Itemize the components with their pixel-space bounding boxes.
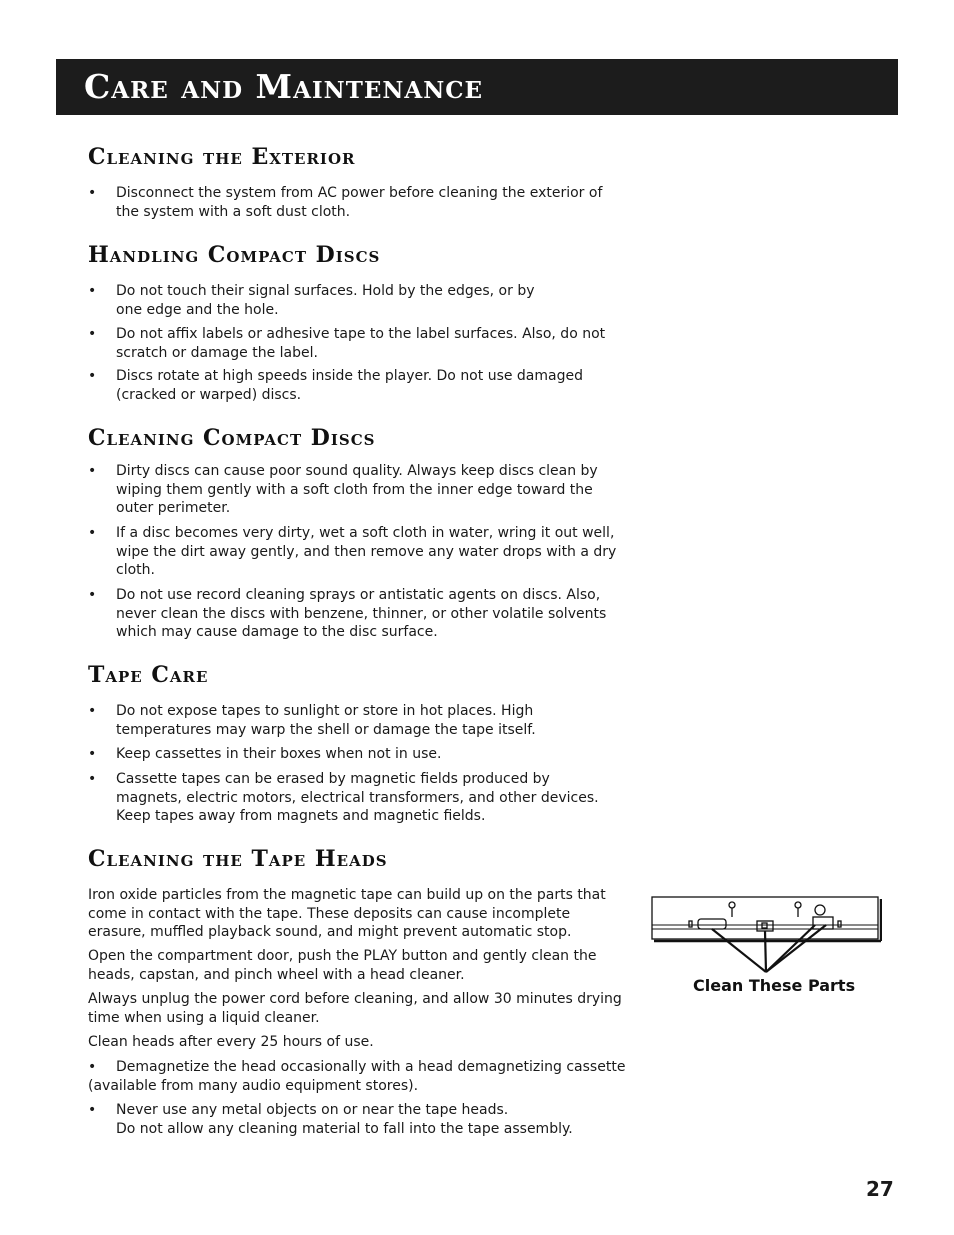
list-item: • Do not affix labels or adhesive tape to the label surfaces. Also, do not scratch or damage the label. [88, 326, 606, 361]
list-item: • Discs rotate at high speeds inside the player. Do not use damaged (cracked or warped) discs. [88, 368, 583, 403]
heading-cleaning-exterior: Cleaning the Exterior [88, 144, 356, 170]
heading-tape-care: Tape Care [88, 662, 209, 688]
list-item: • Do not use record cleaning sprays or antistatic agents on discs. Also, never clean the discs with benzene, thinner, or other volatile solvents which may cause damage to the disc surface. [88, 587, 607, 640]
screw-icon [729, 902, 735, 917]
paragraph: Open the compartment door, push the PLAY button and gently clean the heads, capstan, and pinch wheel with a head cleaner. [88, 948, 597, 983]
pinch-wheel-icon [815, 905, 825, 915]
screw-icon [795, 902, 801, 917]
list-item: • Never use any metal objects on or near the tape heads. Do not allow any cleaning material to fall into the tape assembly. [88, 1102, 573, 1137]
list-item: • Keep cassettes in their boxes when not in use. [88, 746, 442, 762]
heading-cleaning-tape-heads: Cleaning the Tape Heads [88, 846, 388, 872]
list-item: • Demagnetize the head occasionally with a head demagnetizing cassette (available from many audio equipment stores). [88, 1059, 626, 1094]
heading-cleaning-discs: Cleaning Compact Discs [88, 425, 376, 451]
page-title: Care and Maintenance [84, 67, 484, 106]
paragraph: Clean heads after every 25 hours of use. [88, 1034, 374, 1050]
list-item: • Do not expose tapes to sunlight or store in hot places. High temperatures may warp the shell or damage the tape itself. [88, 703, 536, 738]
list-item: • Disconnect the system from AC power before cleaning the exterior of the system with a soft dust cloth. [88, 185, 603, 220]
diagram-caption: Clean These Parts [693, 976, 856, 995]
list-item: • Dirty discs can cause poor sound quality. Always keep discs clean by wiping them gently with a soft cloth from the inner edge toward the outer perimeter. [88, 463, 598, 516]
paragraph: Always unplug the power cord before cleaning, and allow 30 minutes drying time when using a liquid cleaner. [88, 991, 622, 1026]
title-bar [56, 59, 898, 115]
list-item: • If a disc becomes very dirty, wet a soft cloth in water, wring it out well, wipe the dirt away gently, and then remove any water drops with a dry cloth. [88, 525, 617, 578]
paragraph: Iron oxide particles from the magnetic tape can build up on the parts that come in contact with the tape. These deposits can cause incomplete erasure, muffled playback sound, and might prevent automatic stop. [88, 887, 606, 940]
erase-head-icon [698, 919, 726, 929]
list-item: • Cassette tapes can be erased by magnetic fields produced by magnets, electric motors, electrical transformers, and other devices. Keep tapes away from magnets and magnetic fields. [88, 771, 599, 824]
page-number: 27 [866, 1177, 894, 1201]
tape-head-diagram [650, 895, 882, 980]
list-item: • Do not touch their signal surfaces. Hold by the edges, or by one edge and the hole. [88, 283, 535, 318]
heading-handling-discs: Handling Compact Discs [88, 242, 381, 268]
